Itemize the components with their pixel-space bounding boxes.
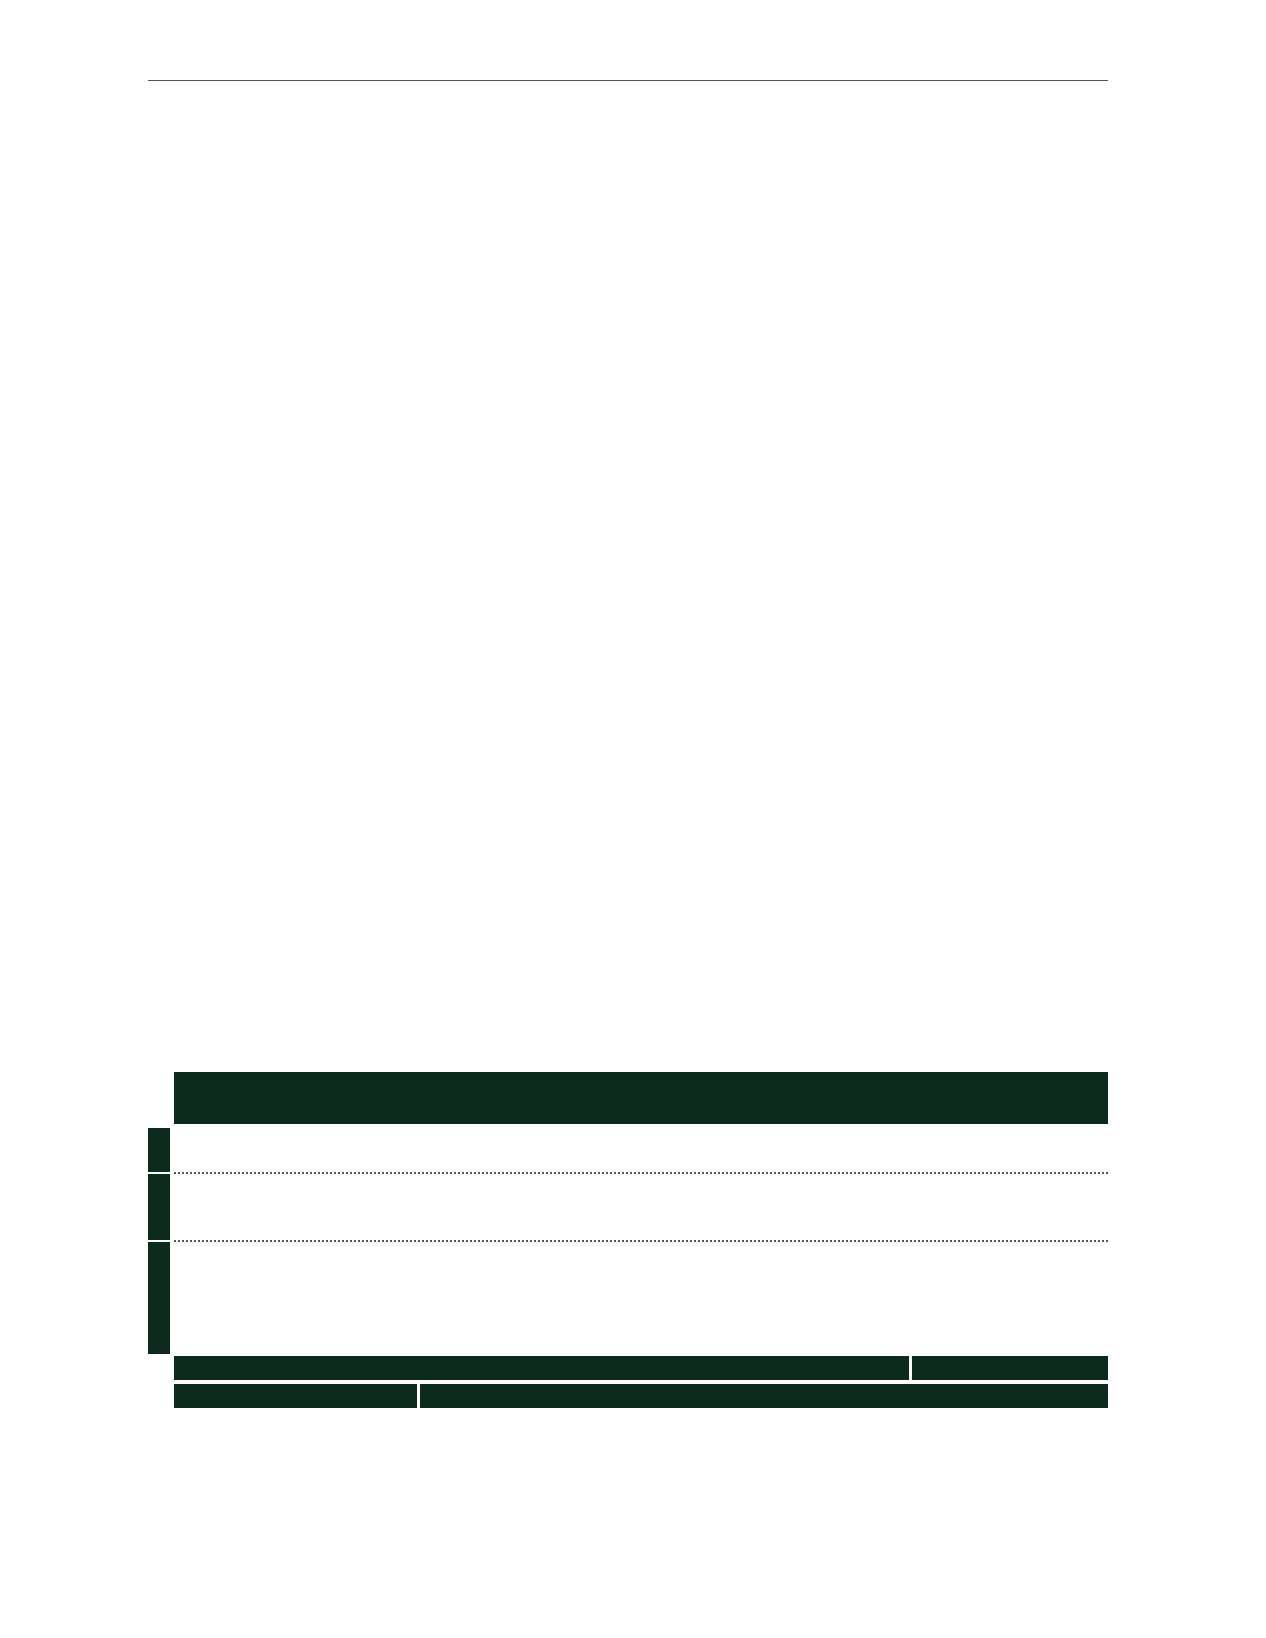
band-domain-generalization xyxy=(174,1356,909,1380)
task-row xyxy=(174,1128,1108,1174)
row-label-task xyxy=(148,1128,170,1172)
row-label-data xyxy=(148,1174,170,1240)
header-rule xyxy=(148,80,1108,81)
figure-header-row xyxy=(174,1072,1108,1124)
section-heading-introduction xyxy=(148,756,188,780)
data-row xyxy=(174,1174,1108,1242)
band-subpop-shift xyxy=(912,1356,1108,1380)
band-real-world-datasets xyxy=(420,1384,1108,1408)
band-synthetic-challenge xyxy=(174,1384,417,1408)
row-label-domains xyxy=(148,1242,170,1354)
figure-woods-summary xyxy=(148,1072,1108,1390)
domains-row xyxy=(174,1242,1108,1354)
